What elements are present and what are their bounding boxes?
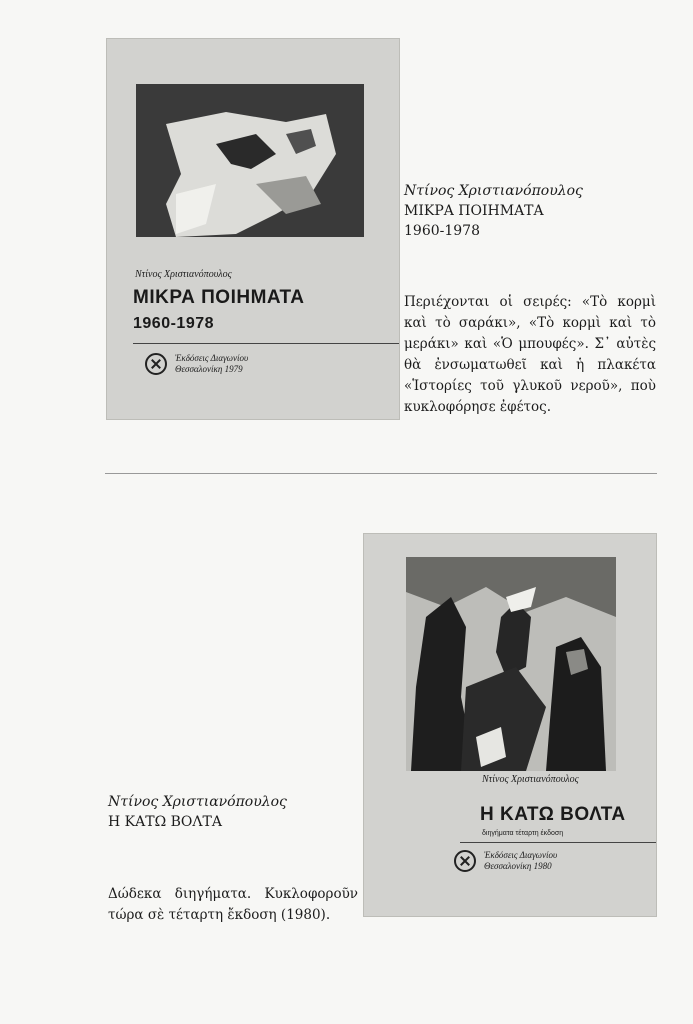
book-caption-2: [108, 792, 287, 832]
caption-years: 1960-1978: [404, 223, 480, 239]
publisher-city-year: Θεσσαλονίκη 1980: [484, 861, 552, 871]
caption-author: Ντίνος Χριστιανόπουλος: [404, 183, 583, 199]
cover-rule: [133, 343, 399, 344]
publisher-city-year: Θεσσαλονίκη 1979: [175, 364, 243, 374]
cover-title: Η ΚΑΤΩ ΒΟΛΤΑ: [480, 804, 626, 825]
cover-publisher: [454, 850, 557, 872]
cover-rule: [460, 842, 656, 843]
cover-artwork: [406, 557, 616, 771]
publisher-name: Ἐκδόσεις Διαγωνίου: [175, 353, 249, 363]
cover-publisher: [145, 353, 248, 375]
book-cover-kato-volta: [363, 533, 657, 917]
caption-author: Ντίνος Χριστιανόπουλος: [108, 794, 287, 810]
caption-title: ΜΙΚΡΑ ΠΟΙΗΜΑΤΑ: [404, 203, 544, 219]
book-caption-1: [404, 181, 583, 241]
book-description-2: Δώδεκα διηγήματα. Κυκλοφοροῦν τώρα σὲ τέταρτη ἔκδοση (1980).: [108, 886, 358, 923]
cover-artwork: [136, 84, 364, 237]
book-description-1: Περιέχονται οἱ σειρές: «Τὸ κορμὶ καὶ τὸ σαράκι», «Τὸ κορμὶ καὶ τὸ μεράκι» καὶ «Ὁ μπουφές». Σ᾽ αὐτὲς θὰ ἐνσωματωθεῖ καὶ ἡ πλακέτα «Ἱστορίες τοῦ γλυκοῦ νεροῦ», ποὺ κυκλοφόρησε ἐφέτος.: [404, 294, 656, 415]
book-cover-mikra-poiimata: [106, 38, 400, 420]
cover-author: Ντίνος Χριστιανόπουλος: [135, 269, 232, 280]
cover-subtitle: διηγήματα τέταρτη έκδοση: [482, 830, 564, 837]
caption-title: Η ΚΑΤΩ ΒΟΛΤΑ: [108, 814, 222, 830]
cover-author: Ντίνος Χριστιανόπουλος: [482, 774, 579, 785]
publisher-logo-icon: [145, 353, 167, 375]
cover-title: ΜΙΚΡΑ ΠΟΙΗΜΑΤΑ: [133, 287, 305, 308]
publisher-name: Ἐκδόσεις Διαγωνίου: [484, 850, 558, 860]
cover-subtitle: 1960-1978: [133, 315, 215, 332]
section-divider: [105, 473, 657, 474]
figures-painting-image: [406, 557, 616, 771]
abstract-sculpture-image: [136, 84, 364, 237]
publisher-logo-icon: [454, 850, 476, 872]
